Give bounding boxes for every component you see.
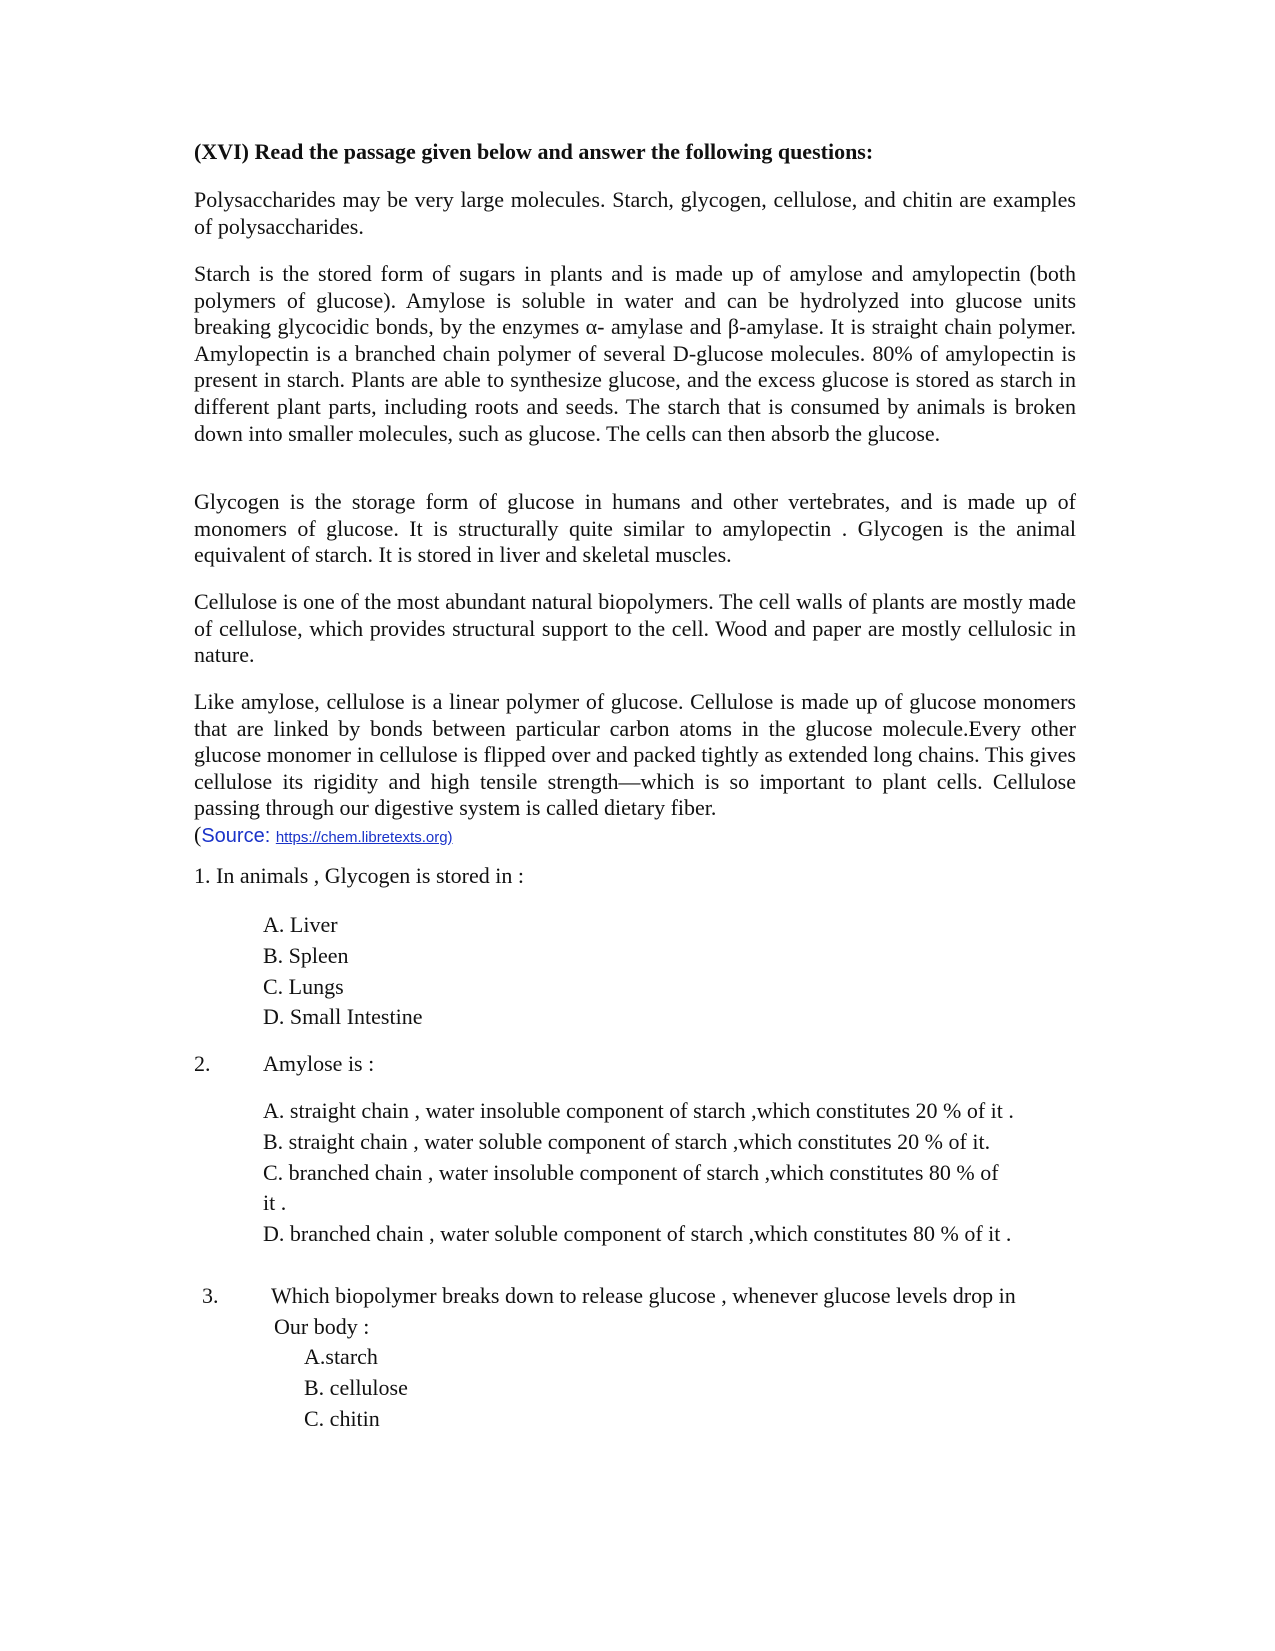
source-label: Source: (201, 824, 276, 847)
question-2-option-b: B. straight chain , water soluble component of starch ,which constitutes 20 % of it. (263, 1129, 991, 1154)
question-3-option-a: A.starch (304, 1344, 378, 1369)
question-2-text: Amylose is : (263, 1051, 375, 1076)
question-1-option-a: A. Liver (263, 912, 338, 937)
question-1-text: In animals , Glycogen is stored in : (216, 863, 524, 888)
question-1-option-d: D. Small Intestine (263, 1004, 423, 1029)
question-1 (194, 863, 524, 889)
passage-paragraph-5 (194, 689, 1076, 852)
source-link[interactable]: https://chem.libretexts.org) (275, 828, 453, 846)
section-heading: (XVI) Read the passage given below and answer the following questions: (194, 139, 874, 164)
question-2-number: 2. (194, 1051, 211, 1076)
question-2-option-a: A. straight chain , water insoluble component of starch ,which constitutes 20 % of it . (263, 1098, 1014, 1123)
question-3-text-continued: Our body : (274, 1314, 370, 1339)
question-3-option-c: C. chitin (304, 1406, 380, 1431)
passage-paragraph-3: Glycogen is the storage form of glucose in humans and other vertebrates, and is made up of monomers of glucose. It is structurally quite similar to amylopectin . Glycogen is the animal equivalent of starch. It is stored in liver and skeletal muscles. (194, 489, 1076, 568)
question-2-option-d: D. branched chain , water soluble component of starch ,which constitutes 80 % of it . (263, 1221, 1012, 1246)
passage-paragraph-1: Polysaccharides may be very large molecules. Starch, glycogen, cellulose, and chitin are examples of polysaccharides. (194, 187, 1076, 239)
question-3-number: 3. (202, 1283, 219, 1308)
passage-paragraph-4: Cellulose is one of the most abundant natural biopolymers. The cell walls of plants are mostly made of cellulose, which provides structural support to the cell. Wood and paper are mostly cellulosic in nature. (194, 589, 1076, 668)
source-open-paren: ( (194, 821, 202, 847)
question-3-text: Which biopolymer breaks down to release glucose , whenever glucose levels drop in (271, 1283, 1016, 1308)
question-2-option-c-continued: it . (263, 1190, 287, 1215)
question-2-option-c: C. branched chain , water insoluble component of starch ,which constitutes 80 % of (263, 1160, 999, 1185)
question-1-option-c: C. Lungs (263, 974, 344, 999)
question-1-number: 1. (194, 863, 211, 888)
question-3-option-b: B. cellulose (304, 1375, 408, 1400)
question-1-option-b: B. Spleen (263, 943, 349, 968)
passage-paragraph-2: Starch is the stored form of sugars in plants and is made up of amylose and amylopectin (both polymers of glucose). Amylose is soluble in water and can be hydrolyzed into glucose units breaking glycocidic bonds, by the enzymes α- amylase and β-amylase. It is straight chain polymer. Amylopectin is a branched chain polymer of several D-glucose molecules. 80% of amylopectin is present in starch. Plants are able to synthesize glucose, and the excess glucose is stored as starch in different plant parts, including roots and seeds. The starch that is consumed by animals is broken down into smaller molecules, such as glucose. The cells can then absorb the glucose. (194, 261, 1076, 446)
passage-paragraph-5-text: Like amylose, cellulose is a linear polymer of glucose. Cellulose is made up of glucose monomers that are linked by bonds between particular carbon atoms in the glucose molecule.Every other glucose monomer in cellulose is flipped over and packed tightly as extended long chains. This gives cellulose its rigidity and high tensile strength—which is so important to plant cells. Cellulose passing through our digestive system is called dietary fiber. (194, 689, 1076, 821)
